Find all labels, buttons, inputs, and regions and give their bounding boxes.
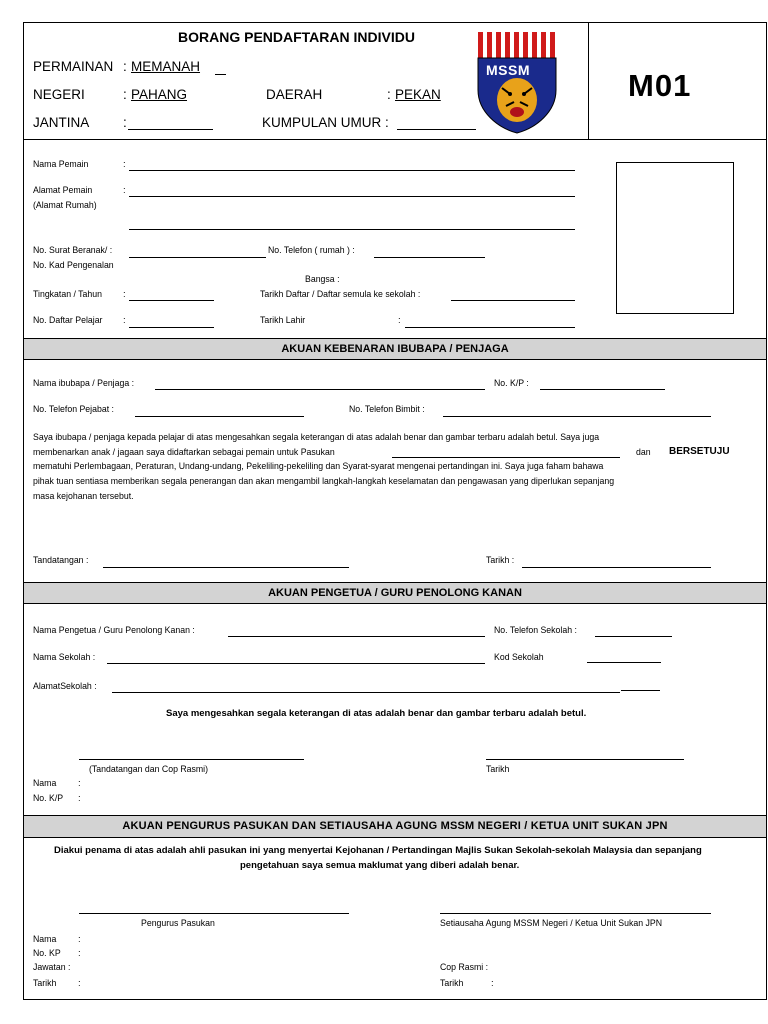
surat-beranak-label: No. Surat Beranak/ : xyxy=(33,245,113,256)
parent-section-heading: AKUAN KEBENARAN IBUBAPA / PENJAGA xyxy=(24,338,766,360)
principal-signature-line[interactable] xyxy=(79,759,304,760)
nama-pengetua-label: Nama Pengetua / Guru Penolong Kanan : xyxy=(33,625,195,636)
jantina-colon: : xyxy=(123,115,127,130)
kod-sekolah-label: Kod Sekolah xyxy=(494,652,544,663)
tarikh-daftar-label: Tarikh Daftar / Daftar semula ke sekolah : xyxy=(260,289,421,300)
permainan-value[interactable]: MEMANAH xyxy=(131,59,201,74)
nama-pemain-field[interactable] xyxy=(129,170,575,171)
daerah-value[interactable]: PEKAN xyxy=(395,87,441,102)
telefon-sekolah-field[interactable] xyxy=(595,636,672,637)
tarikh-lahir-label: Tarikh Lahir xyxy=(260,315,306,326)
nama-ibubapa-field[interactable] xyxy=(155,389,485,390)
negeri-value[interactable]: PAHANG xyxy=(131,87,188,102)
principal-nama-label: Nama xyxy=(33,778,57,789)
nama-pengetua-field[interactable] xyxy=(228,636,485,637)
manager-declaration-line-1: Diakui penama di atas adalah ahli pasukan ini yang menyertai Kejohanan / Pertandingan Majlis Sukan Sekolah-sekolah Malaysia dan sepanjang xyxy=(54,845,702,856)
manager-declaration-line-2: pengetahuan saya semua maklumat yang diberi adalah benar. xyxy=(240,860,520,871)
principal-tarikh-label: Tarikh xyxy=(486,764,510,775)
permainan-label: PERMAINAN xyxy=(33,59,114,74)
parent-tarikh-label: Tarikh : xyxy=(486,555,515,566)
principal-declaration: Saya mengesahkan segala keterangan di atas adalah benar dan gambar terbaru adalah betul. xyxy=(166,708,587,719)
telefon-pejabat-field[interactable] xyxy=(135,416,304,417)
bangsa-label: Bangsa : xyxy=(305,274,340,285)
nama-ibubapa-label: Nama ibubapa / Penjaga : xyxy=(33,378,135,389)
jantina-label: JANTINA xyxy=(33,115,90,130)
telefon-bimbit-label: No. Telefon Bimbit : xyxy=(349,404,425,415)
manager-nama-colon: : xyxy=(78,934,81,945)
parent-no-kp-label: No. K/P : xyxy=(494,378,529,389)
manager-section-heading: AKUAN PENGURUS PASUKAN DAN SETIAUSAHA AGUNG MSSM NEGERI / KETUA UNIT SUKAN JPN xyxy=(24,815,766,838)
negeri-colon: : xyxy=(123,87,127,102)
tiger-head-icon xyxy=(497,78,537,122)
logo-text: MSSM xyxy=(486,62,530,78)
permainan-extra-line xyxy=(215,74,226,75)
kumpulan-umur-field[interactable] xyxy=(397,129,476,130)
alamat-field-1[interactable] xyxy=(129,196,575,197)
manager-tarikh-colon: : xyxy=(78,978,81,989)
parent-para-line-5: masa kejohanan tersebut. xyxy=(33,491,134,502)
form-title: BORANG PENDAFTARAN INDIVIDU xyxy=(178,29,415,45)
parent-tandatangan-label: Tandatangan : xyxy=(33,555,89,566)
jantina-field[interactable] xyxy=(128,129,213,130)
tarikh-lahir-field[interactable] xyxy=(405,327,575,328)
pengurus-pasukan-label: Pengurus Pasukan xyxy=(141,918,215,929)
setiausaha-tarikh-label: Tarikh xyxy=(440,978,464,989)
daftar-pelajar-colon: : xyxy=(123,315,126,326)
manager-tarikh-label: Tarikh xyxy=(33,978,57,989)
tingkatan-colon: : xyxy=(123,289,126,300)
negeri-label: NEGERI xyxy=(33,87,85,102)
setiausaha-label: Setiausaha Agung MSSM Negeri / Ketua Unit Sukan JPN xyxy=(440,918,663,929)
alamat-sekolah-label: AlamatSekolah : xyxy=(33,681,97,692)
alamat-sekolah-field[interactable] xyxy=(112,692,620,693)
form-code: M01 xyxy=(628,68,692,103)
daftar-pelajar-field[interactable] xyxy=(129,327,214,328)
tarikh-daftar-field[interactable] xyxy=(451,300,575,301)
alamat-field-2[interactable] xyxy=(129,229,575,230)
kad-pengenalan-label: No. Kad Pengenalan xyxy=(33,260,114,271)
manager-nama-label: Nama xyxy=(33,934,57,945)
parent-para-line-3: mematuhi Perlembagaan, Peraturan, Undang-undang, Pekeliling-pekeliling dan Syarat-syarat mengenai pertandingan ini. Saya juga faham bahawa xyxy=(33,461,604,472)
telefon-rumah-field[interactable] xyxy=(374,257,485,258)
principal-kp-label: No. K/P xyxy=(33,793,64,804)
parent-para-line-2: membenarkan anak / jagaan saya didaftarkan sebagai pemain untuk Pasukan xyxy=(33,447,335,458)
kumpulan-umur-label: KUMPULAN UMUR : xyxy=(262,115,389,130)
setiausaha-signature-line[interactable] xyxy=(440,913,711,914)
mssm-logo-icon xyxy=(476,30,560,134)
nama-pemain-colon: : xyxy=(123,159,126,170)
kod-sekolah-field[interactable] xyxy=(587,662,661,663)
manager-jawatan-label: Jawatan : xyxy=(33,962,71,973)
principal-nama-colon: : xyxy=(78,778,81,789)
parent-tandatangan-field[interactable] xyxy=(103,567,349,568)
header-bottom-border xyxy=(23,139,767,140)
telefon-pejabat-label: No. Telefon Pejabat : xyxy=(33,404,114,415)
photo-box[interactable] xyxy=(616,162,734,314)
tandatangan-cop-label: (Tandatangan dan Cop Rasmi) xyxy=(89,764,209,775)
parent-tarikh-field[interactable] xyxy=(522,567,711,568)
manager-kp-label: No. KP xyxy=(33,948,61,959)
daerah-colon: : xyxy=(387,87,391,102)
cop-rasmi-label: Cop Rasmi : xyxy=(440,962,489,973)
nama-sekolah-label: Nama Sekolah : xyxy=(33,652,96,663)
daftar-pelajar-label: No. Daftar Pelajar xyxy=(33,315,103,326)
alamat-rumah-label: (Alamat Rumah) xyxy=(33,200,97,211)
parent-para-line-4: pihak tuan sentiasa memberikan segala penerangan dan akan mengambil langkah-langkah keselamatan dan pengawasan yang diperlukan sepanjang xyxy=(33,476,615,487)
principal-tarikh-line[interactable] xyxy=(486,759,684,760)
parent-para-dan: dan xyxy=(636,447,651,458)
pengurus-signature-line[interactable] xyxy=(79,913,349,914)
nama-sekolah-field[interactable] xyxy=(107,663,485,664)
parent-para-bersetuju: BERSETUJU xyxy=(669,446,730,457)
pasukan-field[interactable] xyxy=(392,457,620,458)
telefon-sekolah-label: No. Telefon Sekolah : xyxy=(494,625,577,636)
telefon-rumah-label: No. Telefon ( rumah ) : xyxy=(268,245,355,256)
principal-section-heading: AKUAN PENGETUA / GURU PENOLONG KANAN xyxy=(24,582,766,604)
setiausaha-tarikh-colon: : xyxy=(491,978,494,989)
tingkatan-label: Tingkatan / Tahun xyxy=(33,289,102,300)
parent-para-line-1: Saya ibubapa / penjaga kepada pelajar di atas mengesahkan segala keterangan di atas adalah benar dan gambar terbaru adalah betul. Saya juga xyxy=(33,432,600,443)
alamat-pemain-colon: : xyxy=(123,185,126,196)
tingkatan-field[interactable] xyxy=(129,300,214,301)
daerah-label: DAERAH xyxy=(266,87,323,102)
manager-kp-colon: : xyxy=(78,948,81,959)
tarikh-lahir-colon: : xyxy=(398,315,401,326)
alamat-pemain-label: Alamat Pemain xyxy=(33,185,93,196)
parent-no-kp-field[interactable] xyxy=(540,389,665,390)
principal-kp-colon: : xyxy=(78,793,81,804)
telefon-bimbit-field[interactable] xyxy=(443,416,711,417)
header-divider-logo xyxy=(588,22,589,139)
alamat-sekolah-field-extra[interactable] xyxy=(621,690,660,691)
surat-beranak-field[interactable] xyxy=(129,257,266,258)
nama-pemain-label: Nama Pemain xyxy=(33,159,89,170)
permainan-colon: : xyxy=(123,59,127,74)
